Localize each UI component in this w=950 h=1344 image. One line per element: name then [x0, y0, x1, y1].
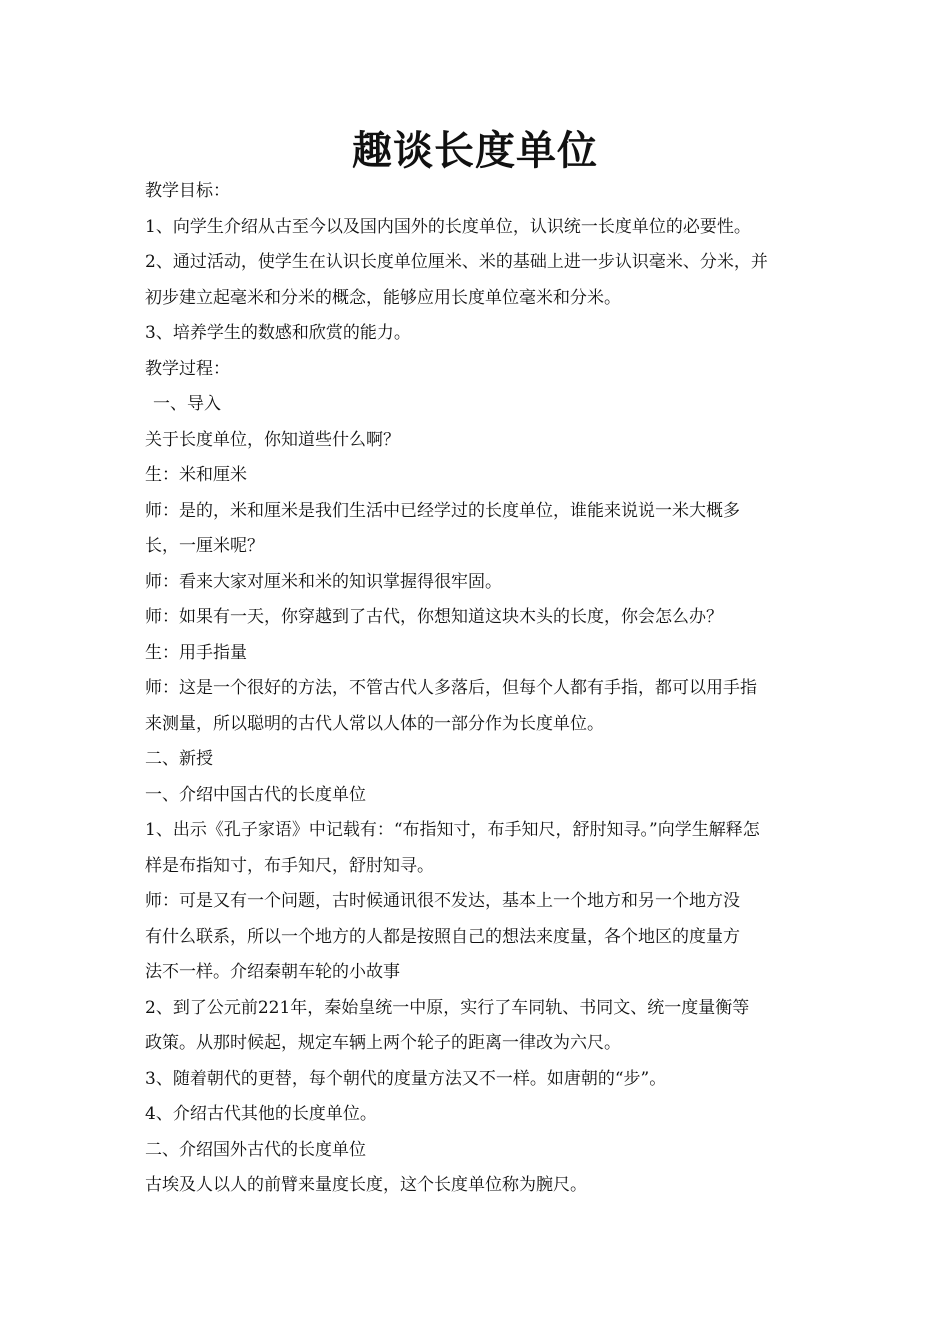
paragraph-line: 2、到了公元前221年，秦始皇统一中原，实行了车同轨、书同文、统一度量衡等: [145, 997, 750, 1018]
paragraph-line: 法不一样。介绍秦朝车轮的小故事: [145, 962, 400, 982]
objective-1: 1、向学生介绍从古至今以及国内国外的长度单位，认识统一长度单位的必要性。: [145, 216, 751, 237]
paragraph-line: 1、出示《孔子家语》中记载有：“布指知寸，布手知尺，舒肘知寻。”向学生解释怎: [145, 820, 760, 840]
paragraph-line: 师：是的，米和厘米是我们生活中已经学过的长度单位，谁能来说说一米大概多: [145, 500, 740, 521]
subheading-intro: 一、导入: [153, 394, 221, 414]
paragraph-line: 师：可是又有一个问题，古时候通讯很不发达，基本上一个地方和另一个地方没: [145, 891, 740, 911]
page-title: 趣谈长度单位: [352, 128, 598, 174]
paragraph-line: 生：米和厘米: [145, 465, 247, 485]
document-body: [145, 174, 815, 1204]
paragraph-line: 政策。从那时候起，规定车辆上两个轮子的距离一律改为六尺。: [145, 1033, 621, 1053]
subheading-foreign-units: 二、介绍国外古代的长度单位: [145, 1139, 366, 1160]
paragraph-line: 样是布指知寸，布手知尺，舒肘知寻。: [145, 855, 434, 876]
subheading-new-lesson: 二、新授: [145, 749, 213, 769]
paragraph-line: 有什么联系，所以一个地方的人都是按照自己的想法来度量，各个地区的度量方: [145, 926, 740, 947]
paragraph-line: 师：看来大家对厘米和米的知识掌握得很牢固。: [145, 571, 502, 592]
paragraph-line: 师：这是一个很好的方法，不管古代人多落后，但每个人都有手指，都可以用手指: [145, 678, 757, 698]
paragraph-line: 来测量，所以聪明的古代人常以人体的一部分作为长度单位。: [145, 713, 604, 734]
subheading-chinese-units: 一、介绍中国古代的长度单位: [145, 784, 366, 805]
paragraph-line: 4、介绍古代其他的长度单位。: [145, 1104, 377, 1124]
paragraph-line: 关于长度单位，你知道些什么啊？: [145, 429, 400, 450]
paragraph-line: 师：如果有一天，你穿越到了古代，你想知道这块木头的长度，你会怎么办？: [145, 607, 723, 627]
paragraph-line: 3、随着朝代的更替，每个朝代的度量方法又不一样。如唐朝的“步”。: [145, 1068, 667, 1089]
objective-3: 3、培养学生的数感和欣赏的能力。: [145, 323, 411, 343]
section-heading-objectives: 教学目标：: [145, 181, 230, 201]
paragraph-line: 生：用手指量: [145, 642, 247, 663]
section-heading-process: 教学过程：: [145, 358, 230, 379]
objective-2-line-1: 2、通过活动，使学生在认识长度单位厘米、米的基础上进一步认识毫米、分米，并: [145, 252, 768, 272]
paragraph-line: 古埃及人以人的前臂来量度长度，这个长度单位称为腕尺。: [145, 1175, 587, 1195]
paragraph-line: 长，一厘米呢？: [145, 536, 264, 556]
objective-2-line-2: 初步建立起毫米和分米的概念，能够应用长度单位毫米和分米。: [145, 287, 621, 308]
